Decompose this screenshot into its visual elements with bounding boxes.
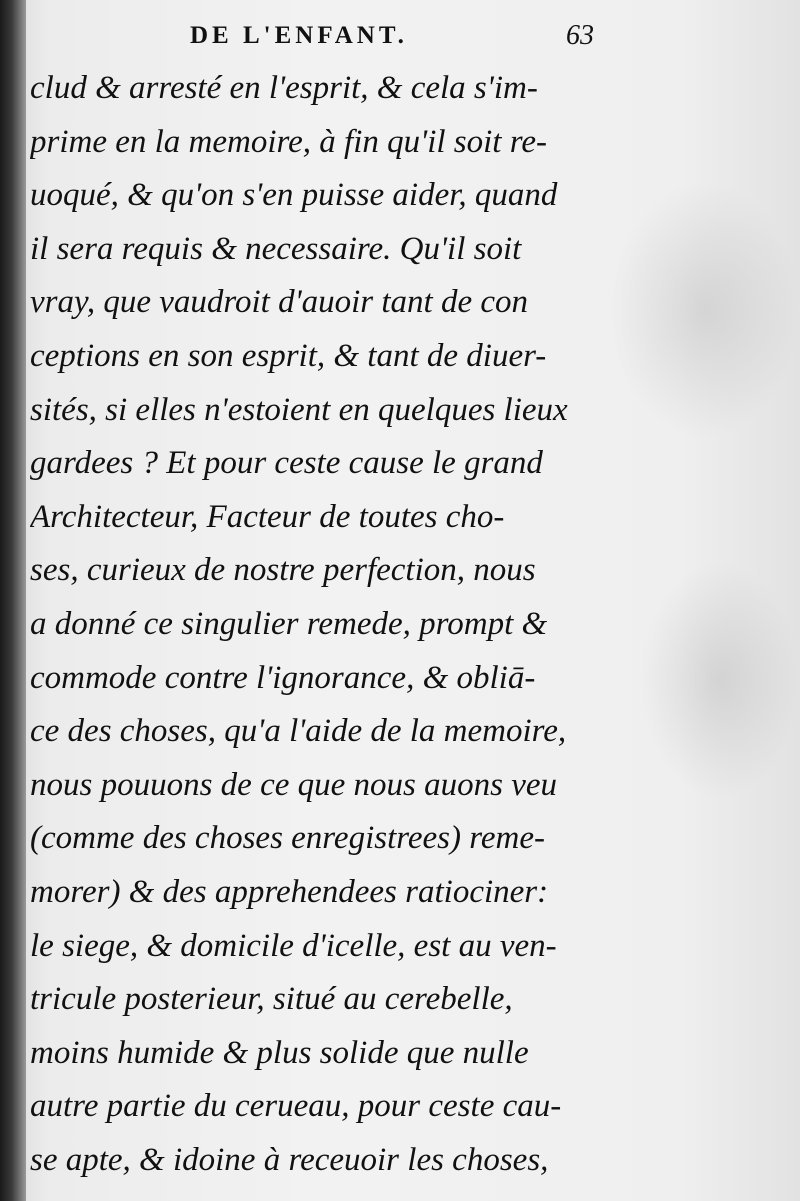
text-line: gardees ? Et pour ceste cause le grand [30,445,543,482]
text-line: tricule posterieur, situé au cerebelle, [30,981,513,1018]
text-line: le siege, & domicile d'icelle, est au ven- [30,927,557,964]
text-line: se apte, & idoine à receuoir les choses, [30,1141,549,1178]
text-line: ceptions en son esprit, & tant de diuer- [30,337,547,374]
binding-gutter [0,0,26,1201]
text-line: ses, curieux de nostre perfection, nous [30,552,536,589]
text-line: morer) & des apprehendees ratiociner: [30,873,549,910]
page-number: 63 [566,20,594,51]
text-line: (comme des choses enregistrees) reme- [30,820,545,857]
text-body [30,62,610,1187]
text-line: autre partie du cerueau, pour ceste cau- [30,1088,562,1125]
text-line: sités, si elles n'estoient en quelques lieux [30,391,568,428]
text-line: prime en la memoire, à fin qu'il soit re- [30,123,547,160]
text-line: commode contre l'ignorance, & obliā- [30,659,536,696]
paper-stain [610,180,800,440]
running-head: DE L'ENFANT. [190,22,408,49]
text-line: moins humide & plus solide que nulle [30,1034,529,1071]
text-line: a donné ce singulier remede, prompt & [30,605,548,642]
text-line: nous pouuons de ce que nous auons veu [30,766,558,803]
text-line: clud & arresté en l'esprit, & cela s'im- [30,70,538,106]
text-line: il sera requis & necessaire. Qu'il soit [30,230,522,267]
page-header [0,18,800,58]
text-line: Architecteur, Facteur de toutes cho- [30,498,505,535]
text-line: uoqué, & qu'on s'en puisse aider, quand [30,177,558,214]
paper-stain [640,560,800,800]
text-line: ce des choses, qu'a l'aide de la memoire, [30,713,567,750]
text-line: vray, que vaudroit d'auoir tant de con [30,284,529,321]
